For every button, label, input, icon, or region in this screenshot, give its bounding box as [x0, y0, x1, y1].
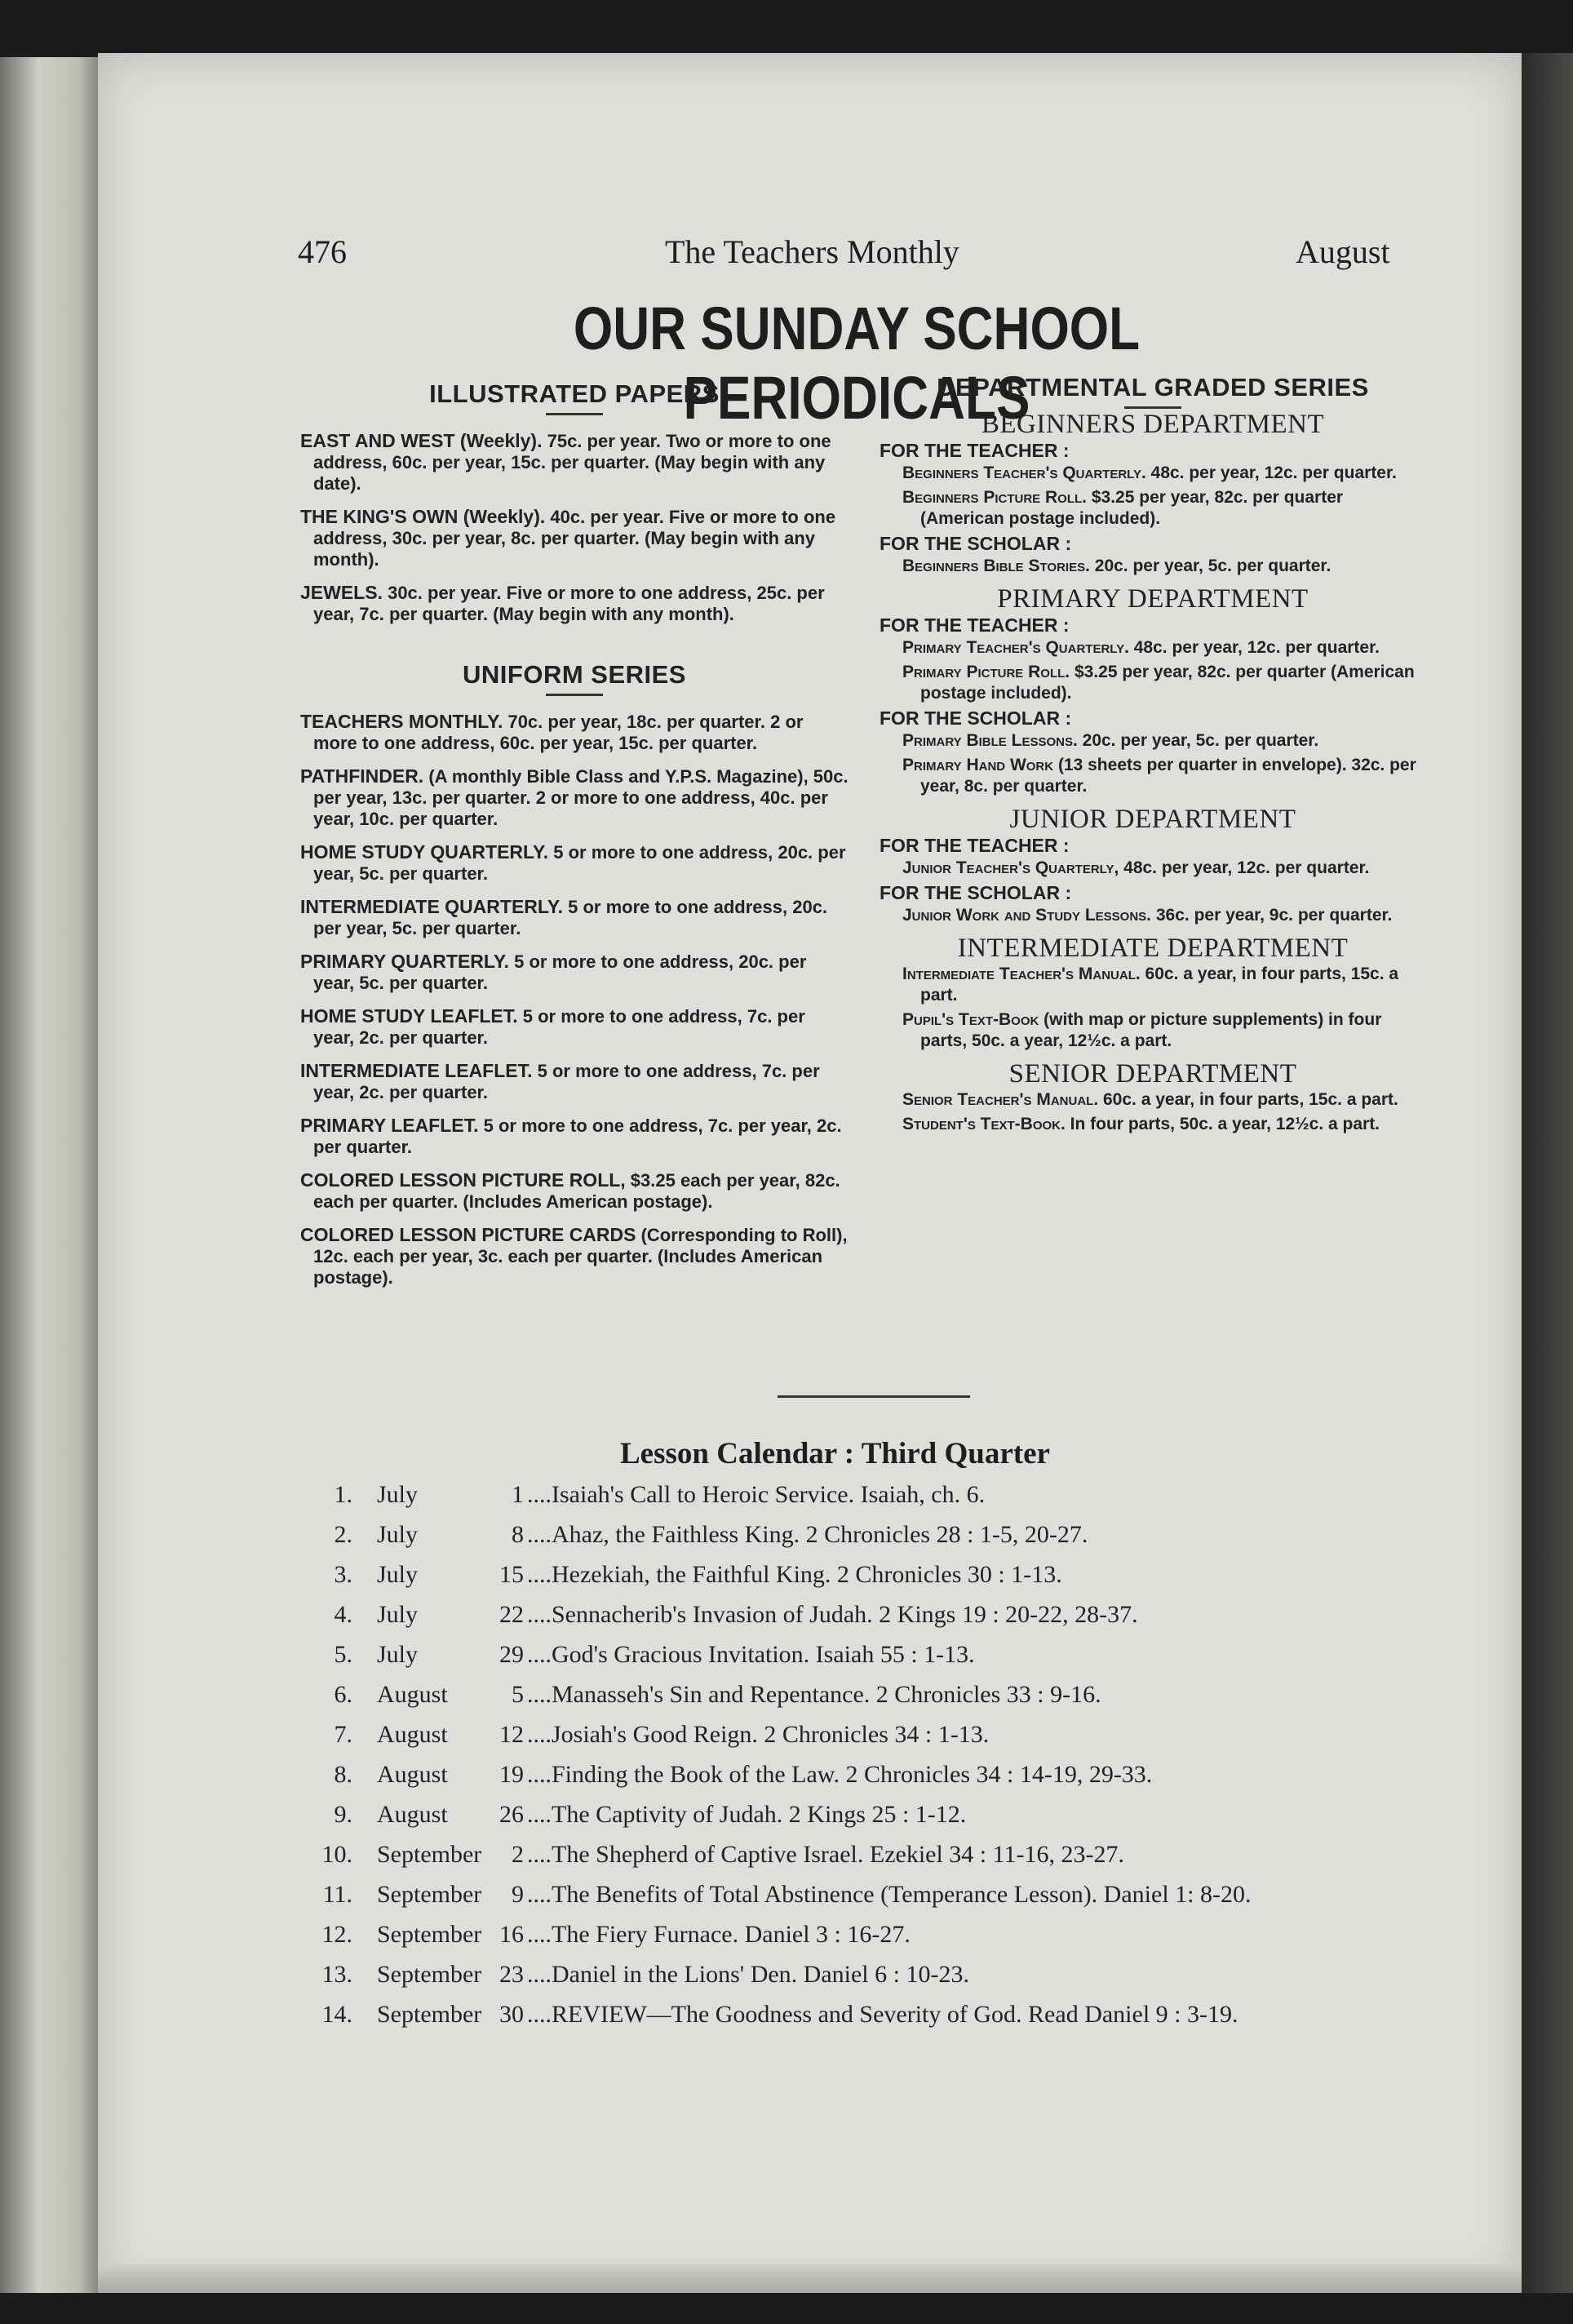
- periodical-name: INTERMEDIATE LEAFLET.: [300, 1060, 533, 1081]
- periodical-entry: [300, 1060, 849, 1103]
- department-item: [880, 858, 1426, 879]
- graded-series-heading: DEPARTMENTAL GRADED SERIES: [937, 373, 1369, 401]
- periodical-name: TEACHERS MONTHLY.: [300, 711, 503, 732]
- department-item: [880, 1009, 1426, 1052]
- item-details: 48c. per year, 12c. per quarter.: [1119, 858, 1370, 877]
- lesson-day: 23: [499, 1961, 524, 1988]
- periodical-entry: [300, 951, 849, 994]
- audience-label: FOR THE TEACHER :: [880, 440, 1070, 461]
- item-name: Intermediate Teacher's Manual.: [902, 965, 1141, 983]
- periodical-name: PRIMARY QUARTERLY.: [300, 951, 510, 972]
- item-name: Junior Work and Study Lessons.: [902, 906, 1152, 925]
- lesson-day: 12: [499, 1721, 524, 1748]
- lesson-day: 15: [499, 1561, 524, 1588]
- department-item: [880, 755, 1426, 797]
- lesson-day: 2: [512, 1841, 524, 1868]
- departments-list: [880, 410, 1426, 1135]
- audience-label: FOR THE SCHOLAR :: [880, 533, 1072, 554]
- audience-label: FOR THE TEACHER :: [880, 614, 1070, 636]
- department-heading: INTERMEDIATE DEPARTMENT: [957, 934, 1349, 963]
- lesson-title: ....Isaiah's Call to Heroic Service. Isaiah, ch. 6.: [527, 1481, 986, 1508]
- lesson-title: ....The Fiery Furnace. Daniel 3 : 16-27.: [527, 1921, 911, 1948]
- department-heading: PRIMARY DEPARTMENT: [997, 584, 1309, 614]
- section-rule: [546, 413, 603, 415]
- lesson-number: 6.: [334, 1681, 352, 1708]
- lesson-number: 11.: [322, 1881, 352, 1908]
- periodical-entry: [300, 841, 849, 885]
- lesson-day: 26: [499, 1801, 524, 1828]
- lesson-number: 7.: [334, 1721, 352, 1748]
- audience-label: FOR THE SCHOLAR :: [880, 707, 1072, 729]
- lesson-title: ....Sennacherib's Invasion of Judah. 2 Kings 19 : 20-22, 28-37.: [527, 1601, 1138, 1628]
- periodical-details: 5 or more to one address, 20c. per year, 5c. per quarter.: [313, 842, 846, 884]
- department-item: [880, 556, 1426, 577]
- item-name: Primary Hand Work: [902, 756, 1054, 774]
- illustrated-papers-list: [300, 430, 849, 625]
- lesson-number: 12.: [321, 1921, 352, 1948]
- item-details: $3.25 per year, 82c. per quarter (American postage included).: [920, 488, 1344, 528]
- periodical-details: 5 or more to one address, 7c. per year, 2c. per quarter.: [313, 1115, 842, 1157]
- running-title: The Teachers Monthly: [665, 233, 959, 270]
- lesson-day: 30: [499, 2001, 524, 2028]
- periodical-details: 75c. per year. Two or more to one address, 60c. per year, 15c. per quarter. (May begin with any date).: [313, 431, 831, 494]
- item-details: 48c. per year, 12c. per quarter.: [1145, 463, 1397, 482]
- lesson-day: 8: [512, 1521, 524, 1548]
- lesson-month: July: [377, 1561, 419, 1588]
- periodical-entry: [300, 765, 849, 830]
- lesson-month: July: [377, 1521, 419, 1548]
- item-name: Student's Text-Book.: [902, 1115, 1066, 1133]
- right-column: [880, 373, 1426, 1138]
- section-rule: [1124, 406, 1181, 409]
- lesson-title: ....Finding the Book of the Law. 2 Chronicles 34 : 14-19, 29-33.: [527, 1761, 1153, 1788]
- uniform-series-list: [300, 711, 849, 1288]
- lesson-title: ....Manasseh's Sin and Repentance. 2 Chronicles 33 : 9-16.: [527, 1681, 1101, 1708]
- periodical-details: $3.25 each per year, 82c. each per quarter. (Includes American postage).: [313, 1170, 840, 1212]
- lesson-month: September: [377, 1881, 482, 1908]
- lesson-number: 14.: [321, 2001, 352, 2028]
- periodical-entry: [300, 506, 849, 570]
- lesson-month: August: [377, 1761, 448, 1788]
- lesson-title: ....The Benefits of Total Abstinence (Temperance Lesson). Daniel 1: 8-20.: [527, 1881, 1252, 1908]
- periodical-entry: [300, 1005, 849, 1049]
- lesson-number: 13.: [321, 1961, 352, 1988]
- item-name: Junior Teacher's Quarterly,: [902, 858, 1119, 877]
- calendar-title: Lesson Calendar : Third Quarter: [620, 1437, 1050, 1470]
- periodical-name: EAST AND WEST (Weekly).: [300, 430, 543, 451]
- lesson-number: 4.: [334, 1601, 352, 1628]
- periodical-entry: [300, 582, 849, 625]
- department-heading: JUNIOR DEPARTMENT: [1009, 805, 1296, 834]
- lesson-title: ....Ahaz, the Faithless King. 2 Chronicles 28 : 1-5, 20-27.: [527, 1521, 1088, 1548]
- lesson-month: September: [377, 2001, 482, 2028]
- lesson-day: 22: [499, 1601, 524, 1628]
- lesson-title: ....The Shepherd of Captive Israel. Ezekiel 34 : 11-16, 23-27.: [527, 1841, 1125, 1868]
- page-title: OUR SUNDAY SCHOOL PERIODICALS: [573, 295, 1141, 432]
- section-rule: [546, 694, 603, 696]
- lesson-title: ....The Captivity of Judah. 2 Kings 25 : 1-12.: [527, 1801, 967, 1828]
- item-details: (13 sheets per quarter in envelope). 32c. per year, 8c. per quarter.: [920, 756, 1416, 796]
- lesson-month: July: [377, 1481, 419, 1508]
- item-name: Beginners Teacher's Quarterly.: [902, 463, 1146, 482]
- periodical-name: HOME STUDY LEAFLET.: [300, 1005, 518, 1027]
- item-name: Beginners Picture Roll.: [902, 488, 1088, 507]
- lesson-number: 8.: [334, 1761, 352, 1788]
- item-name: Senior Teacher's Manual.: [902, 1090, 1099, 1109]
- lesson-title: ....Hezekiah, the Faithful King. 2 Chronicles 30 : 1-13.: [527, 1561, 1062, 1588]
- lesson-month: August: [377, 1681, 448, 1708]
- department-item: [880, 637, 1426, 659]
- periodical-name: THE KING'S OWN (Weekly).: [300, 506, 546, 527]
- periodical-name: PRIMARY LEAFLET.: [300, 1115, 479, 1136]
- uniform-series-heading: UNIFORM SERIES: [463, 660, 686, 689]
- item-name: Beginners Bible Stories.: [902, 557, 1090, 575]
- item-name: Primary Picture Roll.: [902, 663, 1070, 681]
- lesson-month: August: [377, 1801, 448, 1828]
- periodical-details: (Corresponding to Roll), 12c. each per year, 3c. each per quarter. (Includes American postage).: [313, 1225, 848, 1288]
- periodical-entry: [300, 1169, 849, 1213]
- lesson-month: August: [377, 1721, 448, 1748]
- periodical-details: 70c. per year, 18c. per quarter. 2 or more to one address, 60c. per year, 15c. per quarter.: [313, 712, 804, 753]
- lesson-number: 10.: [321, 1841, 352, 1868]
- page-number: 476: [298, 233, 347, 270]
- department-item: [880, 905, 1426, 926]
- lesson-title: ....Josiah's Good Reign. 2 Chronicles 34 : 1-13.: [527, 1721, 990, 1748]
- lesson-number: 2.: [334, 1521, 352, 1548]
- periodical-details: 5 or more to one address, 20c. per year, 5c. per quarter.: [313, 951, 807, 993]
- audience-label: FOR THE TEACHER :: [880, 835, 1070, 856]
- lesson-number: 5.: [334, 1641, 352, 1668]
- item-details: 36c. per year, 9c. per quarter.: [1151, 906, 1393, 925]
- item-details: (with map or picture supplements) in four parts, 50c. a year, 12½c. a part.: [920, 1010, 1382, 1050]
- periodical-name: COLORED LESSON PICTURE CARDS: [300, 1224, 636, 1245]
- department-heading: BEGINNERS DEPARTMENT: [981, 410, 1325, 439]
- item-details: 60c. a year, in four parts, 15c. a part.: [1098, 1090, 1398, 1109]
- department-item: [880, 964, 1426, 1006]
- periodical-details: 40c. per year. Five or more to one address, 30c. per year, 8c. per quarter. (May begin with any month).: [313, 507, 836, 570]
- item-name: Pupil's Text-Book: [902, 1010, 1039, 1029]
- item-details: 60c. a year, in four parts, 15c. a part.: [920, 965, 1399, 1005]
- periodical-details: 5 or more to one address, 7c. per year, 2c. per quarter.: [313, 1006, 805, 1048]
- periodical-entry: [300, 1224, 849, 1288]
- item-details: 48c. per year, 12c. per quarter.: [1128, 638, 1380, 657]
- lesson-month: September: [377, 1921, 482, 1948]
- periodical-entry: [300, 430, 849, 495]
- lesson-month: July: [377, 1641, 419, 1668]
- lesson-month: September: [377, 1961, 482, 1988]
- lesson-day: 5: [512, 1681, 524, 1708]
- lesson-day: 29: [499, 1641, 524, 1668]
- lesson-month: September: [377, 1841, 482, 1868]
- periodical-name: HOME STUDY QUARTERLY.: [300, 841, 549, 863]
- department-item: [880, 1114, 1426, 1135]
- periodical-name: INTERMEDIATE QUARTERLY.: [300, 896, 564, 917]
- periodical-details: (A monthly Bible Class and Y.P.S. Magazine), 50c. per year, 13c. per quarter. 2 or more to one address, 40c. per year, 10c. per quarter.: [313, 766, 849, 829]
- periodical-entry: [300, 896, 849, 939]
- running-month: August: [1296, 233, 1390, 270]
- item-details: In four parts, 50c. a year, 12½c. a part.: [1065, 1115, 1380, 1133]
- department-item: [880, 487, 1426, 530]
- periodical-details: 5 or more to one address, 20c. per year, 5c. per quarter.: [313, 897, 828, 938]
- periodical-details: 30c. per year. Five or more to one address, 25c. per year, 7c. per quarter. (May begin with any month).: [313, 583, 825, 624]
- item-details: $3.25 per year, 82c. per quarter (American postage included).: [920, 663, 1415, 703]
- lesson-day: 9: [512, 1881, 524, 1908]
- audience-label: FOR THE SCHOLAR :: [880, 882, 1072, 903]
- department-item: [880, 730, 1426, 752]
- page-bottom-edge: [98, 2264, 1522, 2293]
- lesson-title: ....God's Gracious Invitation. Isaiah 55 : 1-13.: [527, 1641, 975, 1668]
- lesson-number: 1.: [334, 1481, 352, 1508]
- item-name: Primary Bible Lessons.: [902, 731, 1078, 750]
- lesson-day: 1: [512, 1481, 524, 1508]
- page-right-edge: [1522, 53, 1573, 2293]
- book-left-edge: [0, 57, 98, 2293]
- lesson-title: ....Daniel in the Lions' Den. Daniel 6 : 10-23.: [527, 1961, 969, 1988]
- lesson-number: 3.: [334, 1561, 352, 1588]
- item-name: Primary Teacher's Quarterly.: [902, 638, 1129, 657]
- department-heading: SENIOR DEPARTMENT: [1008, 1059, 1297, 1089]
- periodical-details: 5 or more to one address, 7c. per year, 2c. per quarter.: [313, 1061, 820, 1102]
- periodical-name: COLORED LESSON PICTURE ROLL,: [300, 1169, 626, 1191]
- lesson-number: 9.: [334, 1801, 352, 1828]
- department-item: [880, 1089, 1426, 1111]
- item-details: 20c. per year, 5c. per quarter.: [1077, 731, 1319, 750]
- lesson-month: July: [377, 1601, 419, 1628]
- department-item: [880, 463, 1426, 484]
- illustrated-papers-heading: ILLUSTRATED PAPERS: [429, 379, 720, 408]
- lesson-day: 16: [499, 1921, 524, 1948]
- item-details: 20c. per year, 5c. per quarter.: [1089, 557, 1332, 575]
- left-column: [300, 379, 849, 1300]
- lesson-day: 19: [499, 1761, 524, 1788]
- periodical-entry: [300, 1115, 849, 1158]
- calendar-divider: [778, 1395, 970, 1398]
- periodical-name: JEWELS.: [300, 582, 383, 603]
- department-item: [880, 662, 1426, 704]
- periodical-entry: [300, 711, 849, 754]
- periodical-name: PATHFINDER.: [300, 765, 424, 787]
- lesson-title: ....REVIEW—The Goodness and Severity of God. Read Daniel 9 : 3-19.: [527, 2001, 1238, 2028]
